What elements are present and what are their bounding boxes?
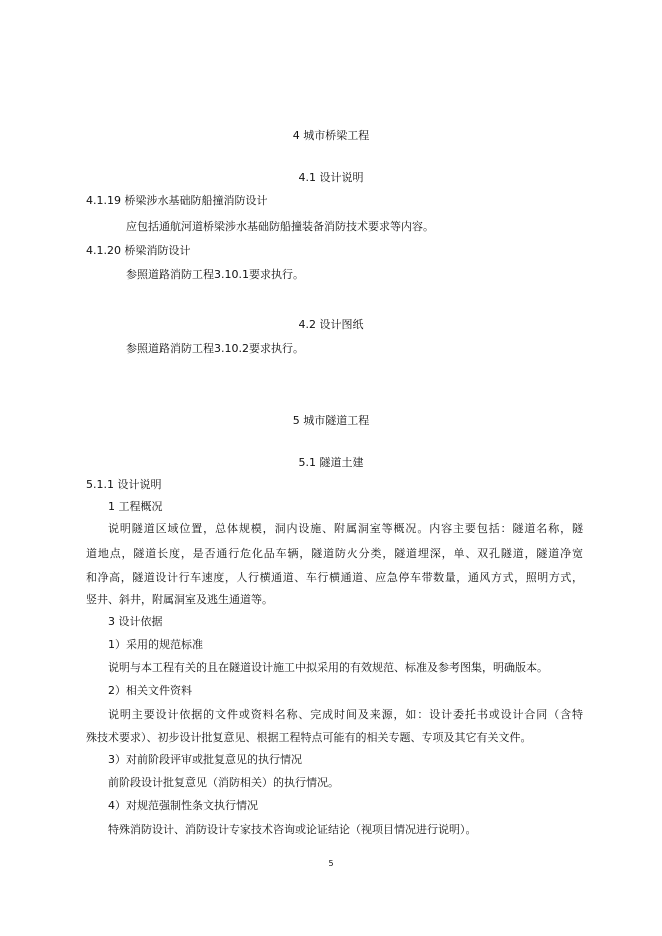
overview-line-1: 说明隧道区域位置，总体规模，洞内设施、附属洞室等概况。内容主要包括：隧道名称，隧 (108, 522, 583, 535)
overview-line-2: 道地点，隧道长度，是否通行危化品车辆，隧道防火分类，隧道埋深，单、双孔隧道，隧道净宽 (86, 547, 583, 560)
basis-2-line-1: 说明主要设计依据的文件或资料名称、完成时间及来源，如：设计委托书或设计合同（含特 (108, 708, 583, 721)
overview-heading: 1 工程概况 (108, 500, 163, 513)
page-number: 5 (328, 859, 334, 868)
basis-1-heading: 1）采用的规范标准 (108, 638, 203, 651)
basis-heading: 3 设计依据 (108, 615, 163, 628)
item-4-1-19-heading: 4.1.19 桥梁涉水基础防船撞消防设计 (86, 194, 268, 207)
basis-3-heading: 3）对前阶段评审或批复意见的执行情况 (108, 753, 302, 766)
chapter-5-title: 5 城市隧道工程 (292, 414, 370, 427)
basis-4-heading: 4）对规范强制性条文执行情况 (108, 799, 258, 812)
overview-line-3: 和净高，隧道设计行车速度，人行横通道、车行横通道、应急停车带数量，通风方式，照明方式， (86, 571, 583, 584)
section-4-1-title: 4.1 设计说明 (298, 171, 364, 184)
basis-2-line-2: 殊技术要求）、初步设计批复意见、根据工程特点可能有的相关专题、专项及其它有关文件。 (86, 731, 532, 744)
basis-2-heading: 2）相关文件资料 (108, 684, 192, 697)
item-4-1-20-body: 参照道路消防工程3.10.1要求执行。 (126, 268, 304, 281)
section-4-2-body: 参照道路消防工程3.10.2要求执行。 (126, 342, 304, 355)
section-5-1-title: 5.1 隧道土建 (298, 456, 364, 469)
basis-1-body: 说明与本工程有关的且在隧道设计施工中拟采用的有效规范、标准及参考图集，明确版本。 (108, 661, 548, 674)
item-4-1-20-heading: 4.1.20 桥梁消防设计 (86, 244, 191, 257)
section-4-2-title: 4.2 设计图纸 (298, 318, 364, 331)
item-4-1-19-body: 应包括通航河道桥梁涉水基础防船撞装备消防技术要求等内容。 (126, 220, 434, 233)
basis-3-body: 前阶段设计批复意见（消防相关）的执行情况。 (108, 776, 339, 789)
item-5-1-1-heading: 5.1.1 设计说明 (86, 478, 162, 491)
overview-line-4: 竖井、斜井，附属洞室及逃生通道等。 (86, 593, 273, 606)
chapter-4-title: 4 城市桥梁工程 (292, 129, 370, 142)
basis-4-body: 特殊消防设计、消防设计专家技术咨询或论证结论（视项目情况进行说明）。 (108, 823, 477, 836)
